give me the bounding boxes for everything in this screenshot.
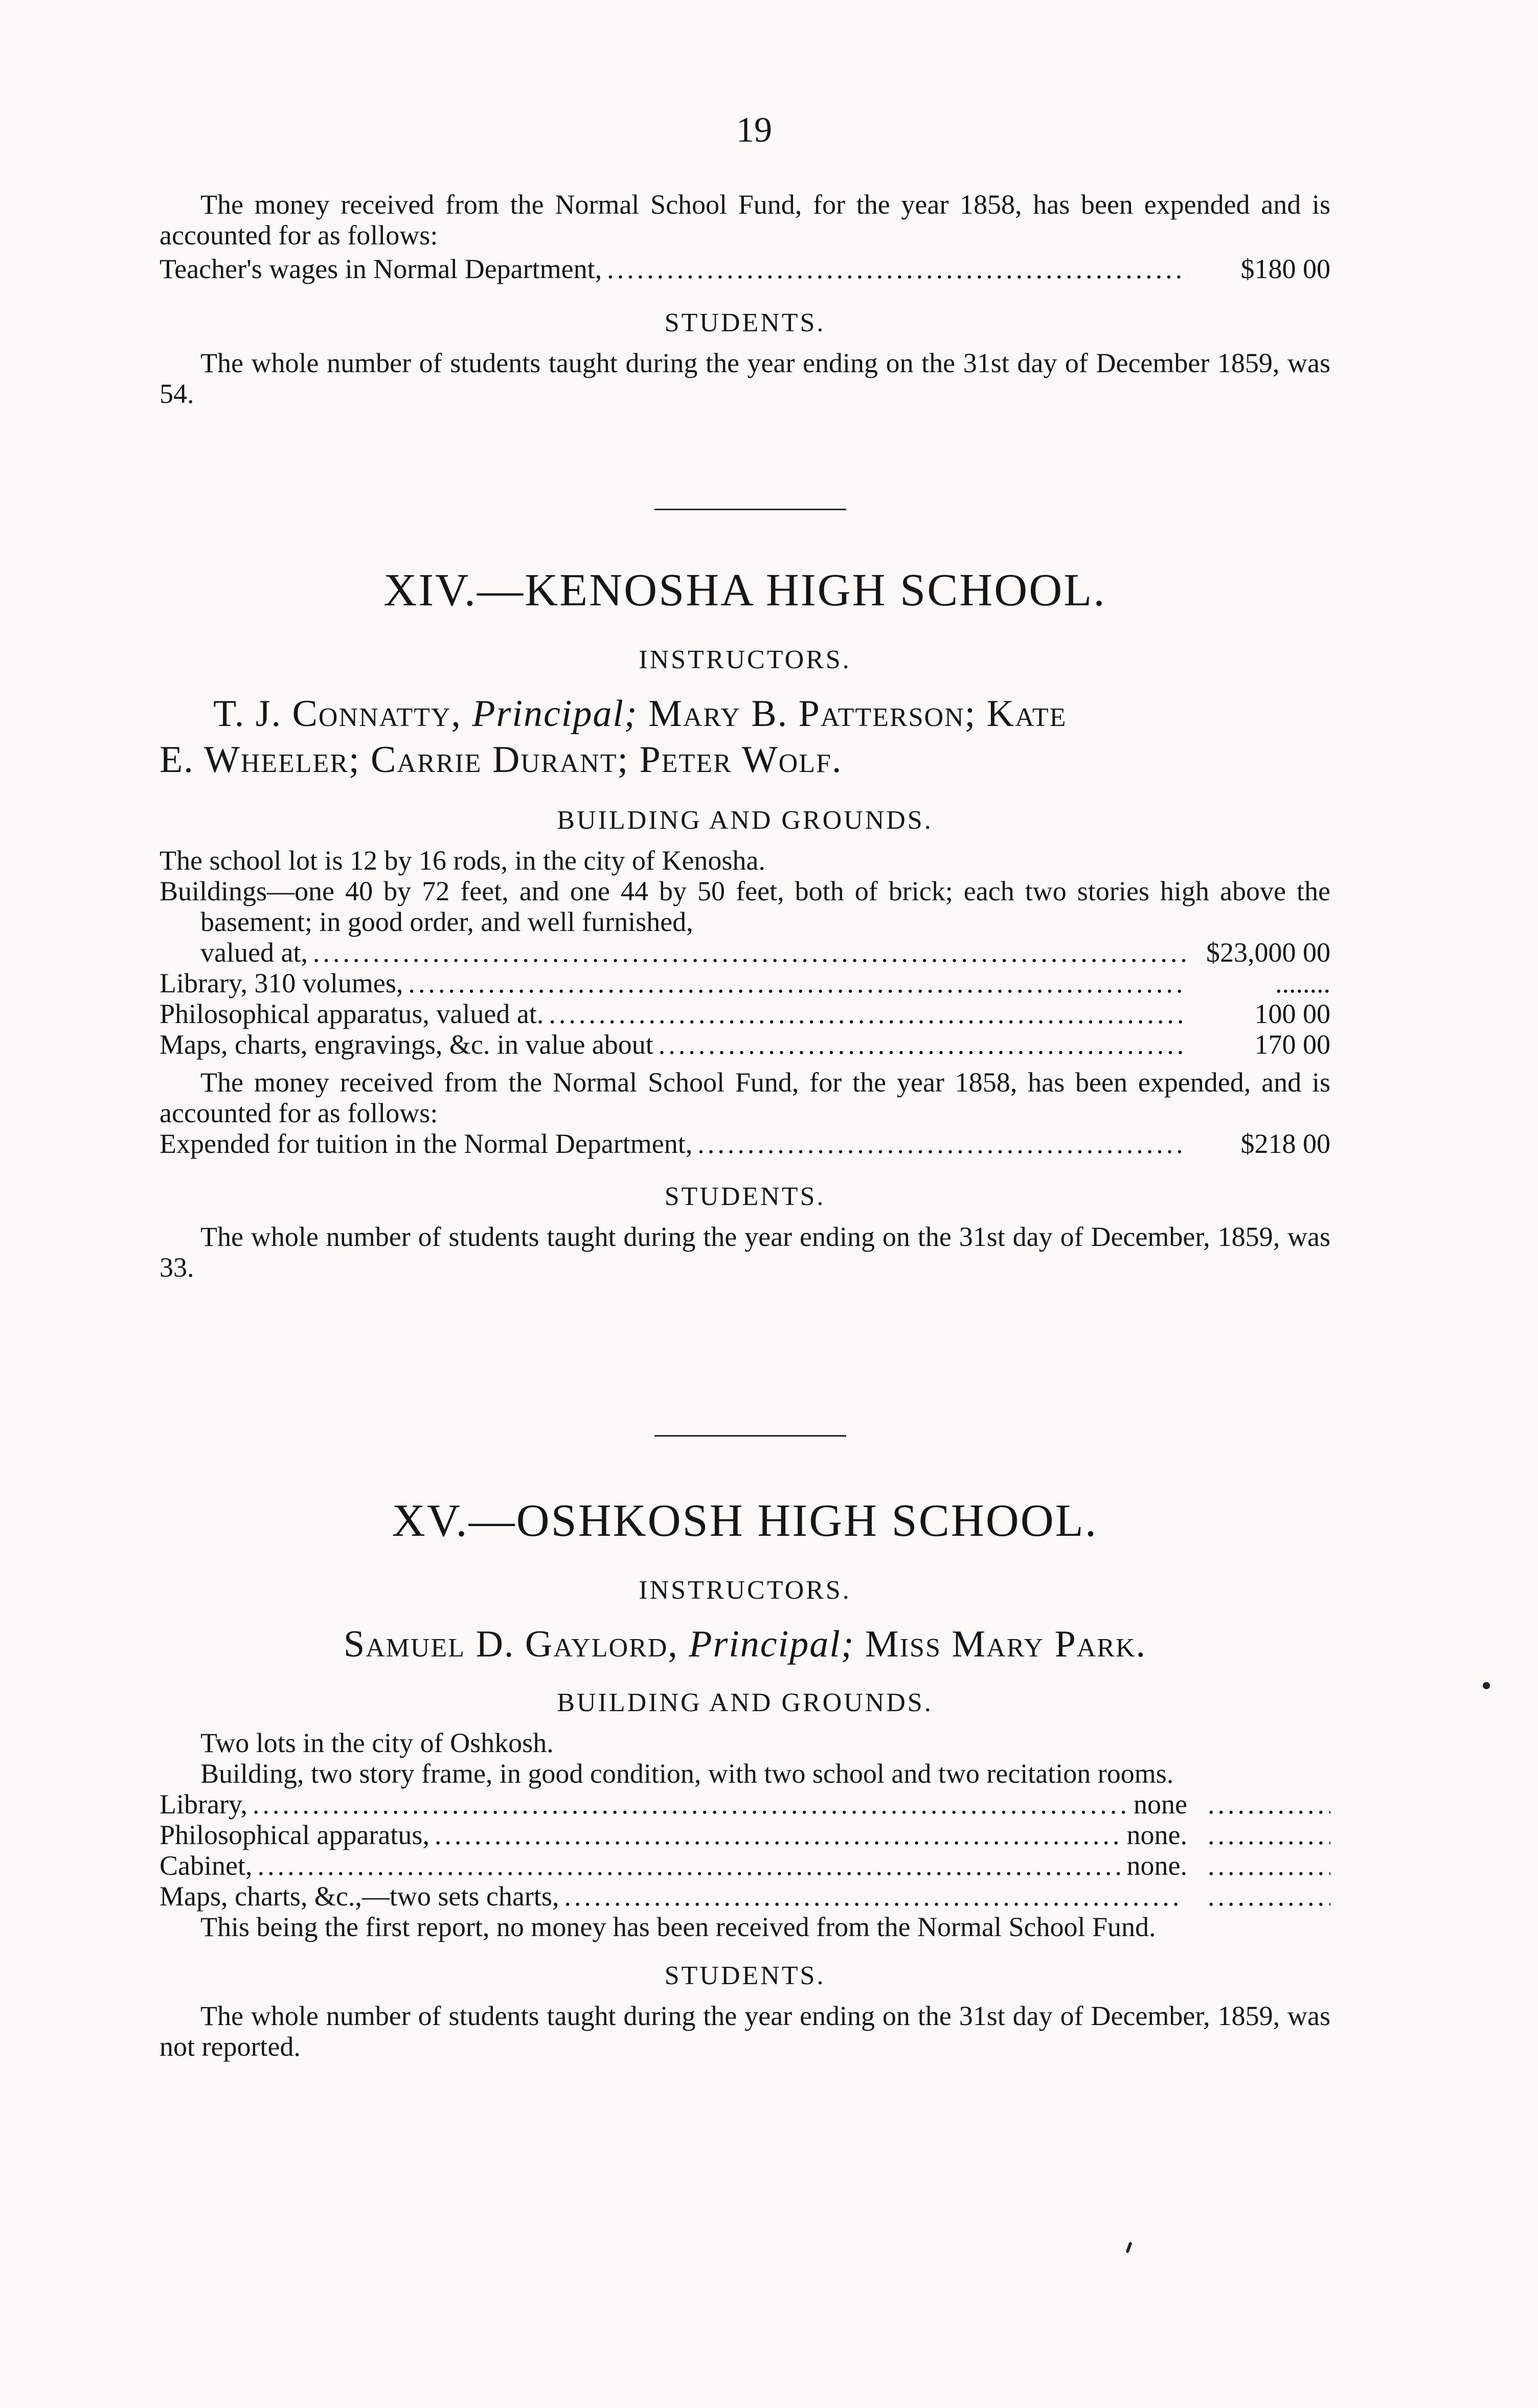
students-paragraph: The whole number of students taught during the year ending on the 31st day of December 1859, was 54. (160, 348, 1330, 409)
leader-dots (257, 1850, 1121, 1881)
ledger-row (160, 1128, 1330, 1159)
section-14 (160, 565, 1330, 1283)
ledger-amount: 100 00 (1254, 998, 1330, 1029)
stray-ink-mark (1125, 2242, 1132, 2254)
instructor-names: Mary B. Patterson; Kate (648, 693, 1067, 735)
section-13-continuation (160, 189, 1330, 409)
leader-dots (697, 1128, 1187, 1159)
leader-dots (1208, 1789, 1330, 1820)
leader-dots (549, 998, 1187, 1029)
ledger-row (160, 998, 1330, 1029)
students-heading: STUDENTS. (664, 308, 826, 337)
fund-paragraph: The money received from the Normal School Fund, for the year 1858, has been expended, and is accounted for as follows: (160, 1067, 1330, 1128)
students-heading: STUDENTS. (664, 1182, 826, 1211)
students-paragraph: The whole number of students taught during the year ending on the 31st day of December, 1859, was 33. (160, 1221, 1330, 1283)
fund-paragraph: The money received from the Normal School Fund, for the year 1858, has been expended and is accounted for as follows: (160, 189, 1330, 251)
leader-dots (607, 254, 1187, 284)
buildings-paragraph: Buildings—one 40 by 72 feet, and one 44 by 50 feet, both of brick; each two stories high above the basement; in good order, and well furnished, (160, 876, 1330, 937)
ledger-row (160, 254, 1330, 284)
instructors-heading: INSTRUCTORS. (639, 645, 851, 674)
students-paragraph: The whole number of students taught during the year ending on the 31st day of December, 1859, was not reported. (160, 2001, 1330, 2062)
ledger-label: Philosophical apparatus, valued at. (160, 998, 544, 1029)
ledger-row (160, 1820, 1330, 1850)
principal-title: Principal; (472, 693, 638, 735)
leader-dots (253, 1789, 1128, 1820)
instructors-line (160, 691, 1330, 737)
section-divider (654, 509, 846, 510)
ledger-amount: $23,000 00 (1206, 937, 1330, 968)
section-divider (654, 1435, 846, 1437)
leader-dots (408, 968, 1187, 998)
ledger-value: none (1134, 1789, 1187, 1820)
ledger-amount: ........ (1275, 968, 1330, 998)
ledger-label: valued at, (200, 937, 308, 968)
page-number: 19 (736, 110, 772, 150)
principal-name: Samuel D. Gaylord, (343, 1623, 678, 1665)
ledger-label: Philosophical apparatus, (160, 1820, 429, 1850)
ledger-label: Library, (160, 1789, 247, 1820)
leader-dots (564, 1881, 1182, 1912)
instructors-line-continued: E. Wheeler; Carrie Durant; Peter Wolf. (160, 739, 843, 781)
instructors-line (160, 1621, 1330, 1667)
ledger-row (160, 1029, 1330, 1060)
principal-title: Principal; (689, 1623, 855, 1665)
ledger-value: none. (1126, 1850, 1187, 1881)
building-heading: BUILDING AND GROUNDS. (557, 1688, 933, 1717)
ledger-label: Maps, charts, &c.,—two sets charts, (160, 1881, 559, 1912)
leader-dots (435, 1820, 1122, 1850)
leader-dots (1208, 1850, 1330, 1881)
leader-dots (1208, 1881, 1330, 1912)
stray-ink-mark (1483, 1682, 1490, 1689)
lots-paragraph: Two lots in the city of Oshkosh. (200, 1728, 554, 1758)
instructor-names: Miss Mary Park. (865, 1623, 1147, 1665)
section-title: XIV.—KENOSHA HIGH SCHOOL. (383, 565, 1106, 616)
ledger-amount: $218 00 (1240, 1128, 1330, 1159)
ledger-amount: 170 00 (1254, 1029, 1330, 1060)
ledger-label: Maps, charts, engravings, &c. in value about (160, 1029, 653, 1060)
ledger-row (160, 937, 1330, 968)
leader-dots (313, 937, 1187, 968)
ledger-row (160, 1881, 1330, 1912)
section-15 (160, 1495, 1330, 2062)
note-paragraph: This being the first report, no money has been received from the Normal School Fund. (200, 1912, 1156, 1942)
ledger-label: Teacher's wages in Normal Department, (160, 254, 602, 284)
instructors-heading: INSTRUCTORS. (639, 1576, 851, 1605)
ledger-value: none. (1126, 1820, 1187, 1850)
section-title: XV.—OSHKOSH HIGH SCHOOL. (392, 1495, 1098, 1546)
ledger-label: Library, 310 volumes, (160, 968, 403, 998)
building-heading: BUILDING AND GROUNDS. (557, 806, 933, 835)
ledger-row (160, 968, 1330, 998)
ledger-row (160, 1789, 1330, 1820)
ledger-label: Expended for tuition in the Normal Department, (160, 1128, 693, 1159)
lot-paragraph: The school lot is 12 by 16 rods, in the city of Kenosha. (160, 845, 765, 876)
students-heading: STUDENTS. (664, 1961, 826, 1990)
ledger-row (160, 1850, 1330, 1881)
ledger-amount: $180 00 (1240, 254, 1330, 284)
building-paragraph: Building, two story frame, in good condition, with two school and two recitation rooms. (200, 1758, 1174, 1789)
ledger-label: Cabinet, (160, 1850, 253, 1881)
leader-dots (659, 1029, 1187, 1060)
principal-name: T. J. Connatty, (213, 693, 462, 735)
leader-dots (1208, 1820, 1330, 1850)
